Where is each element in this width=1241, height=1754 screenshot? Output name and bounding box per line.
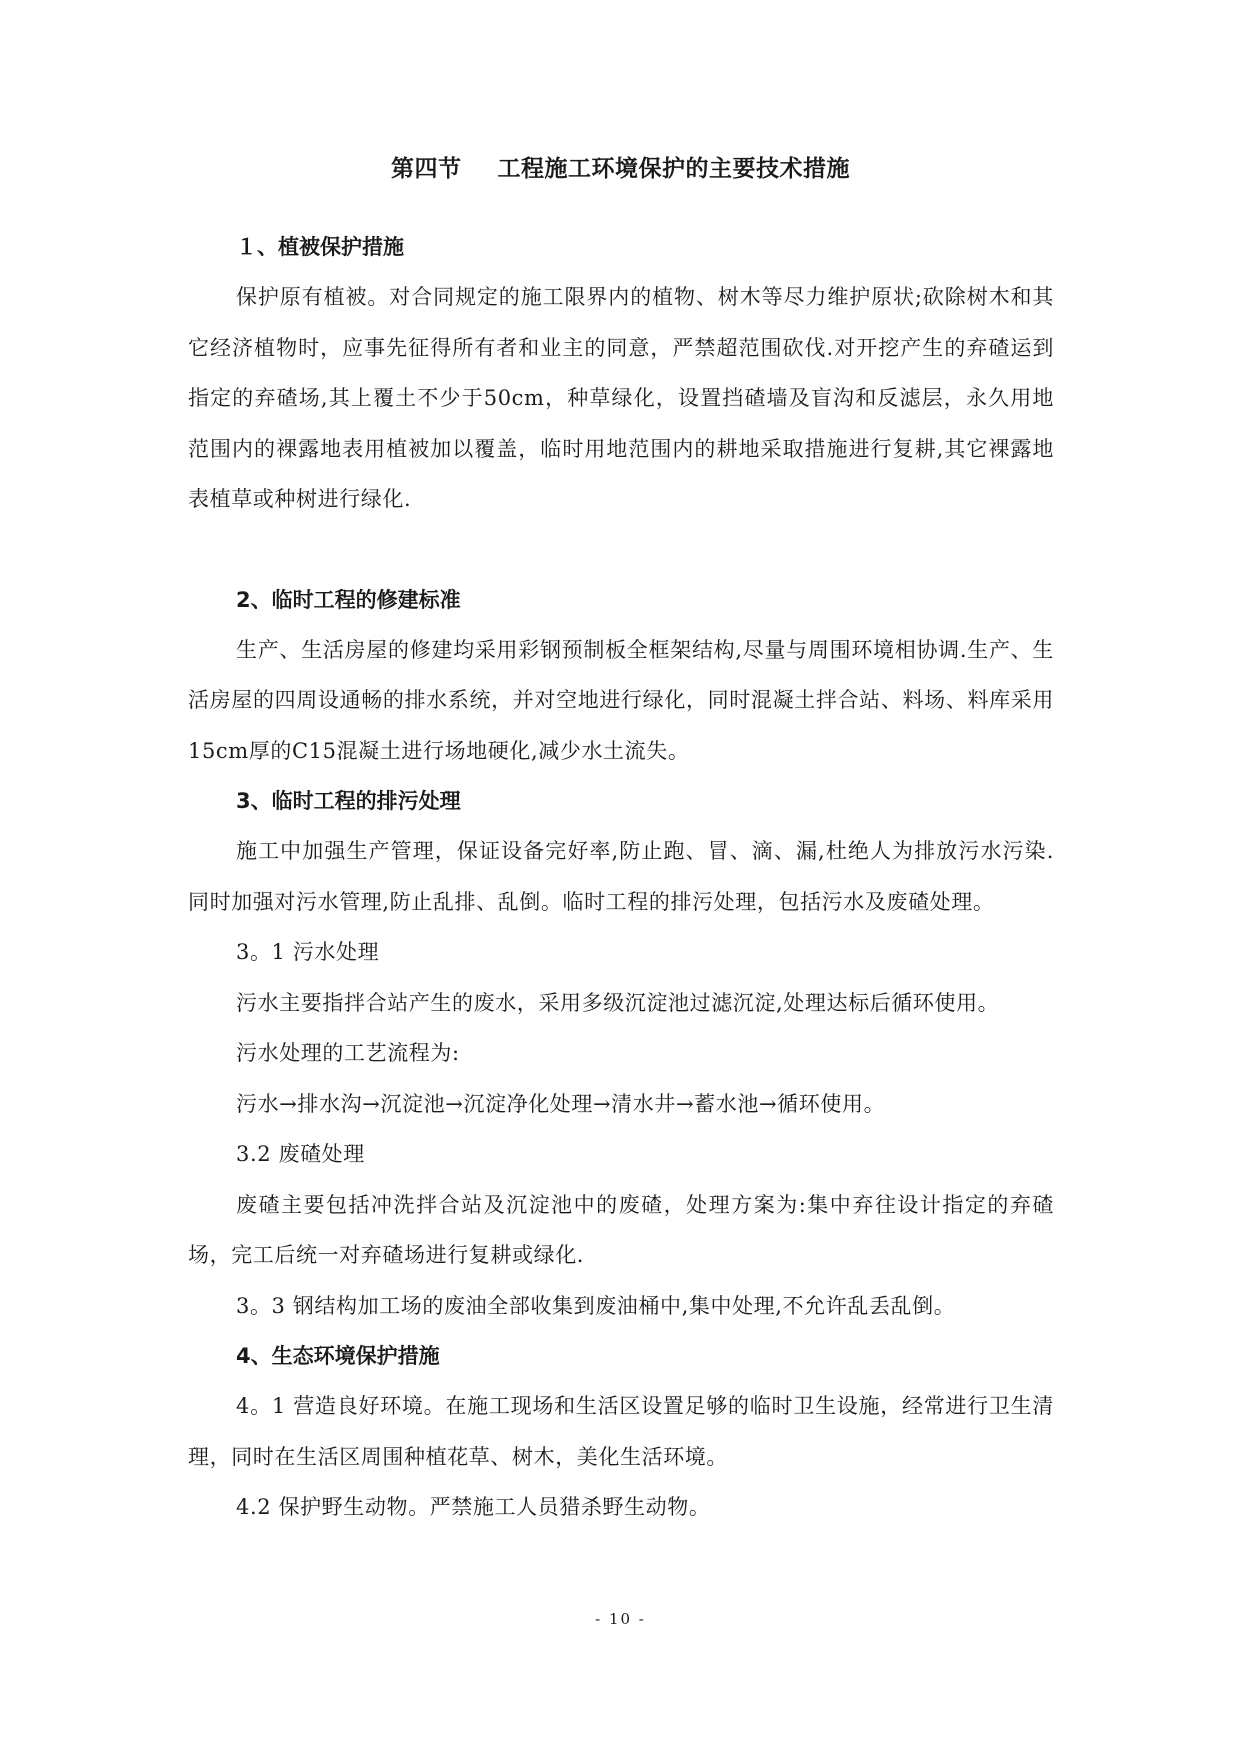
document-body: [188, 222, 1054, 1533]
body-paragraph: 污水处理的工艺流程为:: [236, 1041, 460, 1065]
subsection-heading: １、植被保护措施: [236, 235, 404, 259]
subsection-heading: 3、临时工程的排污处理: [236, 789, 461, 813]
body-paragraph: 3.2 废碴处理: [236, 1142, 365, 1166]
subsection-heading: 4、生态环境保护措施: [236, 1344, 440, 1368]
section-number: 第四节: [391, 156, 462, 182]
body-paragraph: 生产、生活房屋的修建均采用彩钢预制板全框架结构,尽量与周围环境相协调.生产、生活房屋的四周设通畅的排水系统，并对空地进行绿化，同时混凝土拌合站、料场、料库采用15cm厚的C15混凝土进行场地硬化,减少水土流失。: [188, 637, 1054, 763]
subsection-heading: 2、临时工程的修建标准: [236, 587, 461, 612]
body-paragraph: 施工中加强生产管理，保证设备完好率,防止跑、冒、滴、漏,杜绝人为排放污水污染.同时加强对污水管理,防止乱排、乱倒。临时工程的排污处理，包括污水及废碴处理。: [188, 839, 1054, 914]
body-paragraph: 污水→排水沟→沉淀池→沉淀净化处理→清水井→蓄水池→循环使用。: [236, 1091, 886, 1116]
body-paragraph: 4.2 保护野生动物。严禁施工人员猎杀野生动物。: [236, 1495, 711, 1519]
body-paragraph: 4。1 营造良好环境。在施工现场和生活区设置足够的临时卫生设施，经常进行卫生清理，同时在生活区周围种植花草、树木，美化生活环境。: [188, 1394, 1054, 1469]
body-paragraph: 3。1 污水处理: [236, 940, 380, 964]
body-paragraph: 废碴主要包括冲洗拌合站及沉淀池中的废碴，处理方案为:集中弃往设计指定的弃碴场，完工后统一对弃碴场进行复耕或绿化.: [188, 1192, 1054, 1267]
page-number: - 10 -: [595, 1610, 646, 1628]
body-paragraph: 污水主要指拌合站产生的废水，采用多级沉淀池过滤沉淀,处理达标后循环使用。: [236, 990, 1000, 1015]
blank-line: [188, 525, 1054, 575]
body-paragraph: 保护原有植被。对合同规定的施工限界内的植物、树木等尽力维护原状;砍除树木和其它经济植物时，应事先征得所有者和业主的同意，严禁超范围砍伐.对开挖产生的弃碴运到指定的弃碴场,其上覆土不少于50cm，种草绿化，设置挡碴墙及盲沟和反滤层，永久用地范围内的裸露地表用植被加以覆盖，临时用地范围内的耕地采取措施进行复耕,其它裸露地表植草或种树进行绿化.: [188, 285, 1054, 511]
section-name: 工程施工环境保护的主要技术措施: [497, 156, 850, 182]
section-title: [0, 150, 1241, 183]
body-paragraph: 3。3 钢结构加工场的废油全部收集到废油桶中,集中处理,不允许乱丢乱倒。: [236, 1293, 956, 1318]
